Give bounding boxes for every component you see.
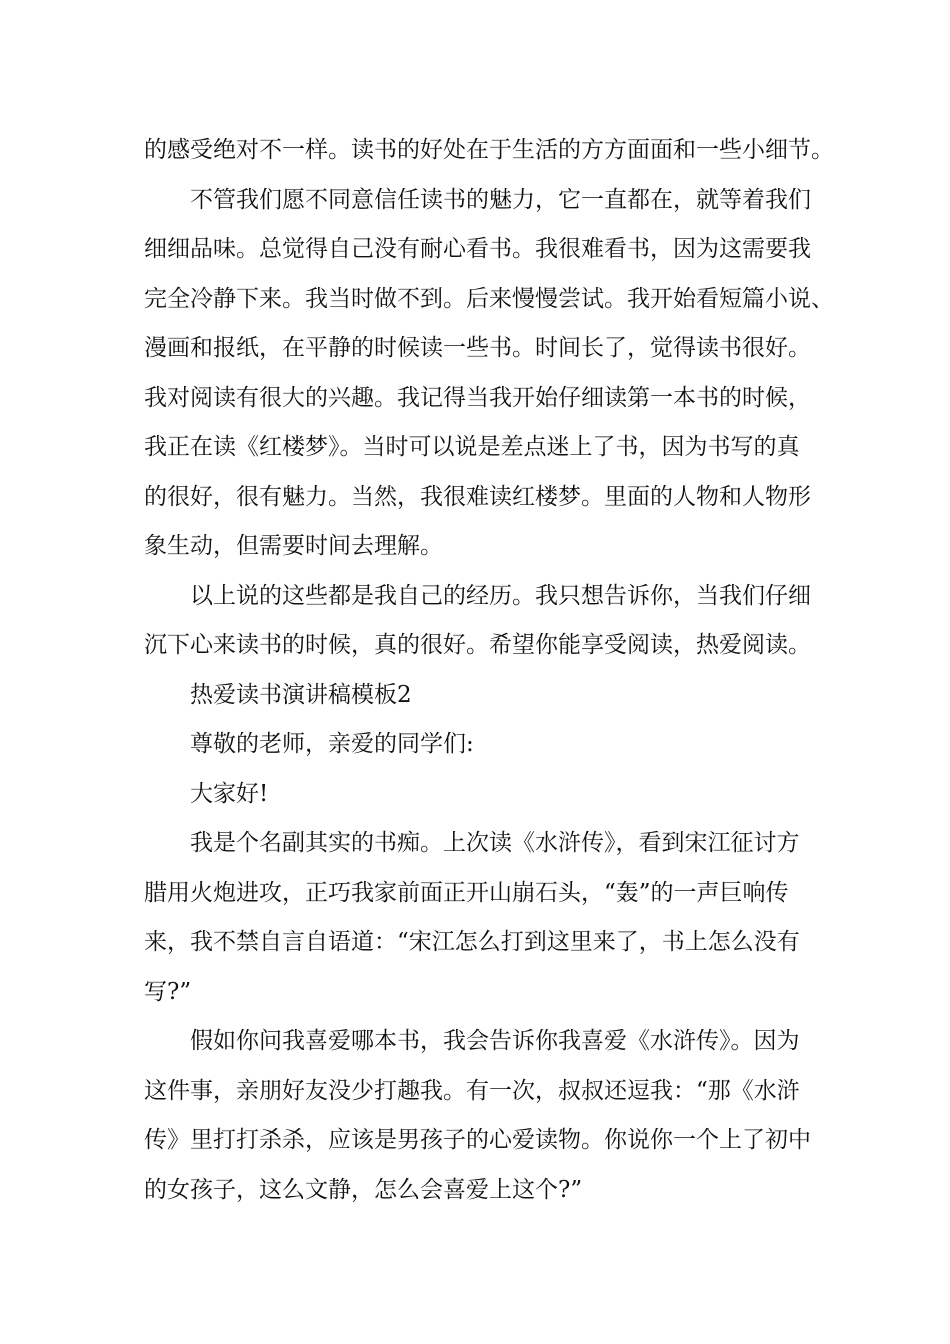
text-line: 的女孩子，这么文静，怎么会喜爱上这个?” xyxy=(144,1176,583,1203)
text-line: 的感受绝对不一样。读书的好处在于生活的方方面面和一些小细节。 xyxy=(144,137,834,163)
text-line: 沉下心来读书的时候，真的很好。希望你能享受阅读，热爱阅读。 xyxy=(144,632,811,658)
salutation: 尊敬的老师，亲爱的同学们: xyxy=(190,731,474,757)
text-line: 细细品味。总觉得自己没有耐心看书。我很难看书，因为这需要我 xyxy=(144,236,811,262)
text-line: 的很好，很有魅力。当然，我很难读红楼梦。里面的人物和人物形 xyxy=(144,483,811,510)
paragraph-start: 以上说的这些都是我自己的经历。我只想告诉你，当我们仔细 xyxy=(190,582,811,609)
document-body xyxy=(144,126,834,1215)
text-line: 腊用火炮进攻，正巧我家前面正开山崩石头，“轰”的一声巨响传 xyxy=(144,879,789,906)
text-line: 传》里打打杀杀，应该是男孩子的心爱读物。你说你一个上了初中 xyxy=(144,1127,811,1153)
section-heading: 热爱读书演讲稿模板2 xyxy=(190,681,412,708)
greeting: 大家好! xyxy=(190,780,269,807)
text-line: 我对阅读有很大的兴趣。我记得当我开始仔细读第一本书的时候， xyxy=(144,384,811,411)
text-line: 我正在读《红楼梦》。当时可以说是差点迷上了书，因为书写的真 xyxy=(144,434,800,460)
text-line: 这件事，亲朋好友没少打趣我。有一次，叔叔还逗我：“那《水浒 xyxy=(144,1077,800,1104)
paragraph-start: 假如你问我喜爱哪本书，我会告诉你我喜爱《水浒传》。因为 xyxy=(190,1028,800,1054)
text-line: 漫画和报纸，在平静的时候读一些书。时间长了，觉得读书很好。 xyxy=(144,335,811,361)
text-line: 象生动，但需要时间去理解。 xyxy=(144,533,443,559)
paragraph-start: 不管我们愿不同意信任读书的魅力，它一直都在，就等着我们 xyxy=(190,186,811,213)
paragraph-start: 我是个名副其实的书痴。上次读《水浒传》，看到宋江征讨方 xyxy=(190,830,800,856)
text-line: 完全冷静下来。我当时做不到。后来慢慢尝试。我开始看短篇小说、 xyxy=(144,285,834,312)
text-line: 来，我不禁自言自语道：“宋江怎么打到这里来了，书上怎么没有 xyxy=(144,929,800,955)
text-line: 写?” xyxy=(144,978,192,1005)
